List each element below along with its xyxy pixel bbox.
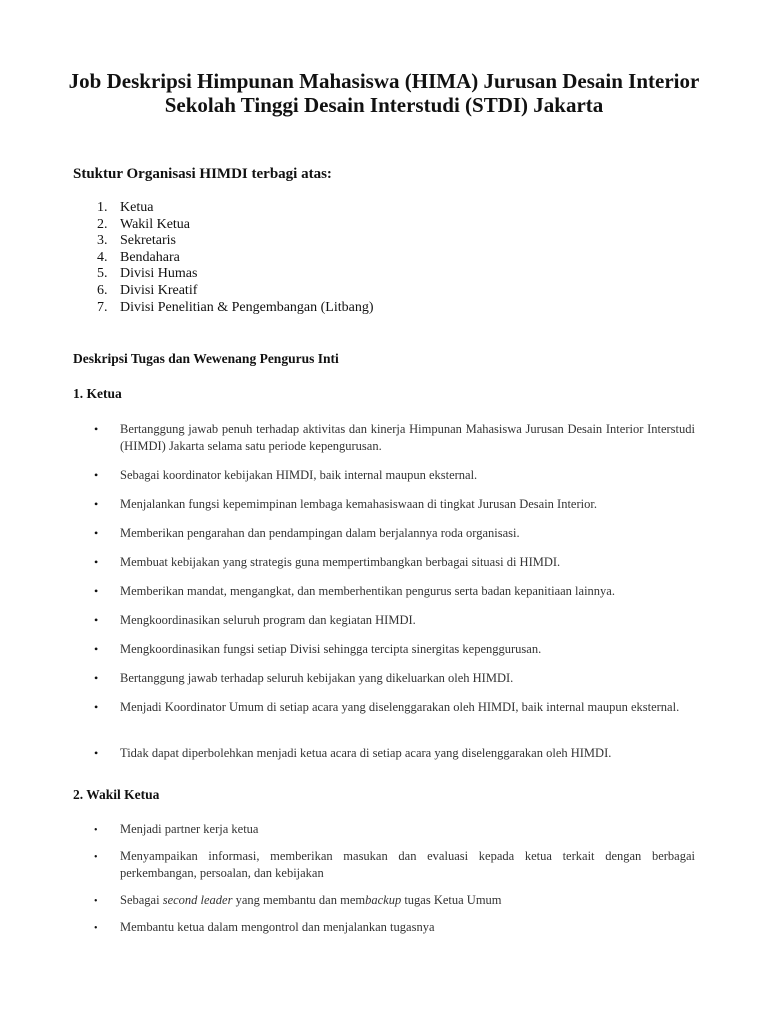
bullet-icon: • xyxy=(94,613,99,627)
emphasized-text: backup xyxy=(365,893,402,907)
wakil-ketua-heading: 2. Wakil Ketua xyxy=(73,787,160,802)
list-item xyxy=(73,848,695,882)
list-item xyxy=(73,421,695,455)
list-label: Divisi Kreatif xyxy=(120,282,198,298)
bullet-icon: • xyxy=(94,852,98,863)
list-label: Divisi Penelitian & Pengembangan (Litbang) xyxy=(120,299,374,315)
list-number: 5. xyxy=(97,266,108,282)
list-item xyxy=(73,217,374,234)
bullet-icon: • xyxy=(94,555,99,569)
list-item-text: Sebagai koordinator kebijakan HIMDI, baik internal maupun eksternal. xyxy=(120,468,478,482)
list-item-text xyxy=(120,919,695,936)
list-item-text: Mengkoordinasikan seluruh program dan kegiatan HIMDI. xyxy=(120,613,416,627)
text-run: Sebagai xyxy=(120,893,163,907)
list-item-text: Membuat kebijakan yang strategis guna mempertimbangkan berbagai situasi di HIMDI. xyxy=(120,555,561,569)
list-item-text: Memberikan pengarahan dan pendampingan dalam berjalannya roda organisasi. xyxy=(120,526,520,540)
document-title-line-1: Job Deskripsi Himpunan Mahasiswa (HIMA) Jurusan Desain Interior xyxy=(68,69,700,93)
bullet-icon: • xyxy=(94,422,99,436)
list-item xyxy=(73,300,374,317)
text-run: Menyampaikan informasi, memberikan masukan dan evaluasi kepada ketua terkait dengan berbagai perkembangan, persoalan, dan kebijakan xyxy=(120,849,695,880)
bullet-icon: • xyxy=(94,642,99,656)
list-item xyxy=(73,670,695,687)
list-item-text xyxy=(120,848,695,882)
list-item xyxy=(73,612,695,629)
list-item xyxy=(73,467,695,484)
structure-list xyxy=(73,200,374,316)
list-item xyxy=(73,699,695,716)
bullet-icon: • xyxy=(94,825,98,836)
list-number: 1. xyxy=(97,200,108,215)
list-item-text: Bertanggung jawab penuh terhadap aktivitas dan kinerja Himpunan Mahasiswa Jurusan Desain Interior Interstudi (HIMDI) Jakarta selama satu periode kepengurusan. xyxy=(120,422,695,453)
list-item xyxy=(73,200,374,217)
list-item-text xyxy=(120,821,695,838)
list-item xyxy=(73,892,695,909)
text-run: tugas Ketua Umum xyxy=(401,893,502,907)
list-number: 3. xyxy=(97,233,108,249)
bullet-icon: • xyxy=(94,896,98,907)
list-item xyxy=(73,641,695,658)
list-label: Divisi Humas xyxy=(120,266,198,282)
list-item xyxy=(73,821,695,838)
bullet-icon: • xyxy=(94,746,99,760)
emphasized-text: second leader xyxy=(162,893,233,907)
list-item-text xyxy=(120,892,695,909)
document-title-line-2: Sekolah Tinggi Desain Interstudi (STDI) Jakarta xyxy=(164,93,604,117)
list-item xyxy=(73,250,374,267)
list-item-text: Menjadi Koordinator Umum di setiap acara yang diselenggarakan oleh HIMDI, baik internal maupun eksternal. xyxy=(120,700,680,714)
list-number: 2. xyxy=(97,216,108,232)
bullet-icon: • xyxy=(94,526,99,540)
bullet-icon: • xyxy=(94,468,99,482)
text-run: Membantu ketua dalam mengontrol dan menjalankan tugasnya xyxy=(120,920,435,934)
list-item xyxy=(73,919,695,936)
list-label: Bendahara xyxy=(120,249,180,265)
list-item xyxy=(73,583,695,600)
list-number: 6. xyxy=(97,282,108,298)
list-label: Sekretaris xyxy=(120,233,176,249)
ketua-heading: 1. Ketua xyxy=(73,386,122,401)
list-label: Wakil Ketua xyxy=(120,216,191,232)
list-number: 4. xyxy=(97,249,108,265)
list-item-text: Menjalankan fungsi kepemimpinan lembaga kemahasiswaan di tingkat Jurusan Desain Interior. xyxy=(120,497,597,511)
text-run: Menjadi partner kerja ketua xyxy=(120,822,259,836)
list-item xyxy=(73,525,695,542)
structure-heading: Stuktur Organisasi HIMDI terbagi atas: xyxy=(73,166,332,182)
list-number: 7. xyxy=(97,299,108,315)
list-item xyxy=(73,266,374,283)
bullet-icon: • xyxy=(94,584,99,598)
text-run: yang membantu dan mem xyxy=(232,893,366,907)
list-item-text: Memberikan mandat, mengangkat, dan memberhentikan pengurus serta badan kepanitiaan lainnya. xyxy=(120,584,615,598)
bullet-icon: • xyxy=(94,923,98,934)
list-label: Ketua xyxy=(120,200,154,215)
list-item xyxy=(73,745,695,762)
bullet-icon: • xyxy=(94,700,99,714)
list-item xyxy=(73,283,374,300)
list-item xyxy=(73,496,695,513)
list-item xyxy=(73,554,695,571)
list-item-text: Mengkoordinasikan fungsi setiap Divisi sehingga tercipta sinergitas kepenggurusan. xyxy=(120,642,542,656)
list-item xyxy=(73,233,374,250)
bullet-icon: • xyxy=(94,671,99,685)
list-item-text: Bertanggung jawab terhadap seluruh kebijakan yang dikeluarkan oleh HIMDI. xyxy=(120,671,514,685)
duties-heading: Deskripsi Tugas dan Wewenang Pengurus Inti xyxy=(73,351,339,366)
list-item-text: Tidak dapat diperbolehkan menjadi ketua acara di setiap acara yang diselenggarakan oleh HIMDI. xyxy=(120,746,612,760)
bullet-icon: • xyxy=(94,497,99,511)
